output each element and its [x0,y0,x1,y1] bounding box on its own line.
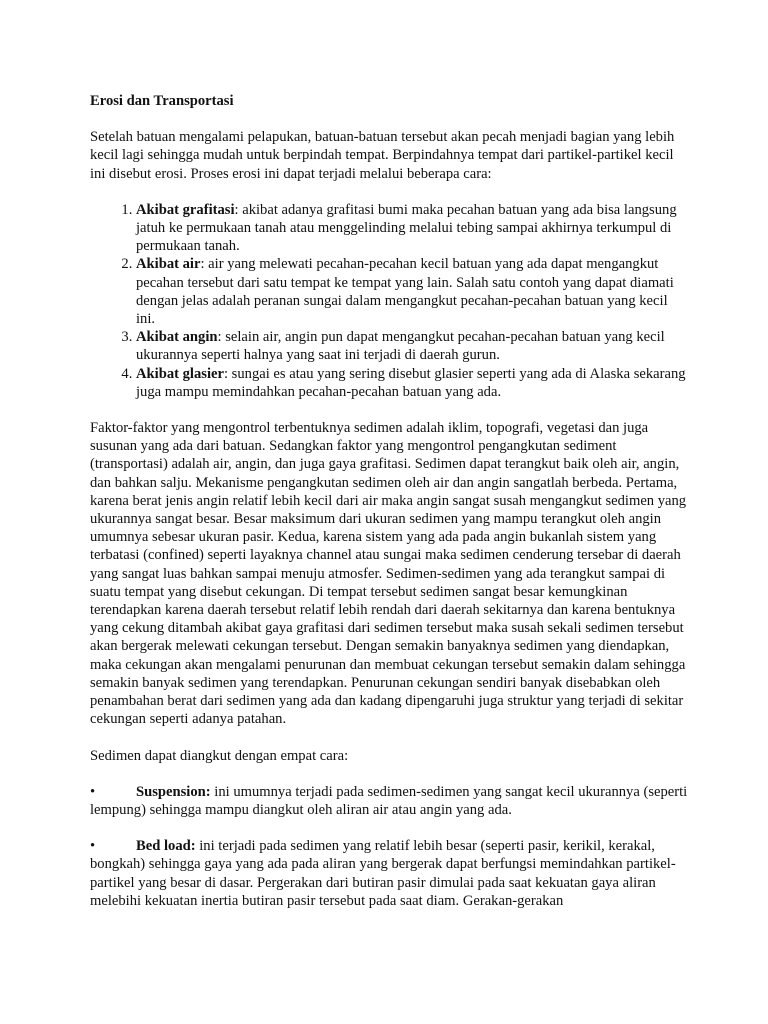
bullet-item-bed-load [90,837,690,910]
sediment-factors-paragraph: Faktor-faktor yang mengontrol terbentuknya sedimen adalah iklim, topografi, vegetasi dan juga susunan yang ada dari batuan. Sedangkan faktor yang mengontrol pengangkutan sediment (transportasi) adalah air, angin, dan juga gaya grafitasi. Sedimen dapat terangkut baik oleh air, angin, dan bahkan salju. Mekanisme pengangkutan sedimen oleh air dan angin sangatlah berbeda. Pertama, karena berat jenis angin relatif lebih kecil dari air maka angin sangat susah mengangkut sedimen yang ukurannya sangat besar. Besar maksimum dari ukuran sedimen yang mampu terangkut oleh angin umumnya sebesar ukuran pasir. Kedua, karena sistem yang ada pada angin bukanlah sistem yang terbatasi (confined) seperti layaknya channel atau sungai maka sedimen cenderung tersebar di daerah yang sangat luas bahkan sampai menuju atmosfer. Sedimen-sedimen yang ada terangkut sampai di suatu tempat yang disebut cekungan. Di tempat tersebut sedimen sangat besar kemungkinan terendapkan karena daerah tersebut relatif lebih rendah dari daerah sekitarnya dan karena bentuknya yang cekung ditambah akibat gaya grafitasi dari sedimen tersebut maka susah sekali sedimen tersebut akan bergerak melewati cekungan tersebut. Dengan semakin banyaknya sedimen yang diendapkan, maka cekungan akan mengalami penurunan dan membuat cekungan tersebut semakin dalam sehingga semakin banyak sedimen yang terendapkan. Penurunan cekungan sendiri banyak disebabkan oleh penambahan berat dari sedimen yang ada dan kadang dipengaruhi juga struktur yang terjadi di sekitar cekungan seperti adanya patahan. [90,420,687,728]
intro-paragraph: Setelah batuan mengalami pelapukan, batuan-batuan tersebut akan pecah menjadi bagian yang lebih kecil lagi sehingga mudah untuk berpindah tempat. Berpindahnya tempat dari partikel-partikel kecil ini disebut erosi. Proses erosi ini dapat terjadi melalui beberapa cara: [90,129,675,182]
bullet-term: Bed load: [136,838,196,855]
bullet-item-suspension [90,783,690,819]
bullet-mark: • [90,783,96,800]
list-item [136,255,690,328]
list-item [136,365,690,401]
list-item-text: : air yang melewati pecahan-pecahan kecil batuan yang ada dapat mengangkut pecahan tersebut dari satu tempat ke tempat yang lain. Salah satu contoh yang dapat diamati dengan jelas adalah peranan sungai dalam mengangkut pecahan-pecahan batuan yang kecil ini. [136,256,674,328]
list-item-text: : akibat adanya grafitasi bumi maka pecahan batuan yang ada bisa langsung jatuh ke permukaan tanah atau menggelinding melalui tebing sampai akhirnya terkumpul di permukaan tanah. [136,201,677,255]
bullet-text: ini umumnya terjadi pada sedimen-sedimen yang sangat kecil ukurannya (seperti lempung) sehingga mampu diangkut oleh aliran air atau angin yang ada. [90,783,688,818]
erosion-causes-list [90,201,690,401]
list-item-term: Akibat grafitasi [136,201,235,218]
transport-methods-intro: Sedimen dapat diangkut dengan empat cara: [90,747,349,764]
bullet-text: ini terjadi pada sedimen yang relatif lebih besar (seperti pasir, kerikil, kerakal, bongkah) sehingga gaya yang ada pada aliran yang bergerak dapat berfungsi memindahkan partikel-partikel yang besar di dasar. Pergerakan dari butiran pasir dimulai pada saat kekuatan gaya aliran melebihi kekuatan inertia butiran pasir tersebut pada saat diam. Gerakan-gerakan [90,838,676,909]
bullet-mark: • [90,838,96,855]
list-item-text: : sungai es atau yang sering disebut glasier seperti yang ada di Alaska sekarang juga mampu memindahkan pecahan-pecahan batuan yang ada. [136,365,686,400]
bullet-term: Suspension: [136,783,211,800]
document-page [90,92,690,928]
list-item [136,201,690,256]
list-item-term: Akibat air [136,256,201,273]
list-item-term: Akibat glasier [136,365,224,382]
list-item-text: : selain air, angin pun dapat mengangkut pecahan-pecahan batuan yang kecil ukurannya seperti halnya yang saat ini terjadi di daerah gurun. [136,329,665,364]
list-item-term: Akibat angin [136,329,218,346]
document-title: Erosi dan Transportasi [90,93,234,109]
list-item [136,328,690,364]
